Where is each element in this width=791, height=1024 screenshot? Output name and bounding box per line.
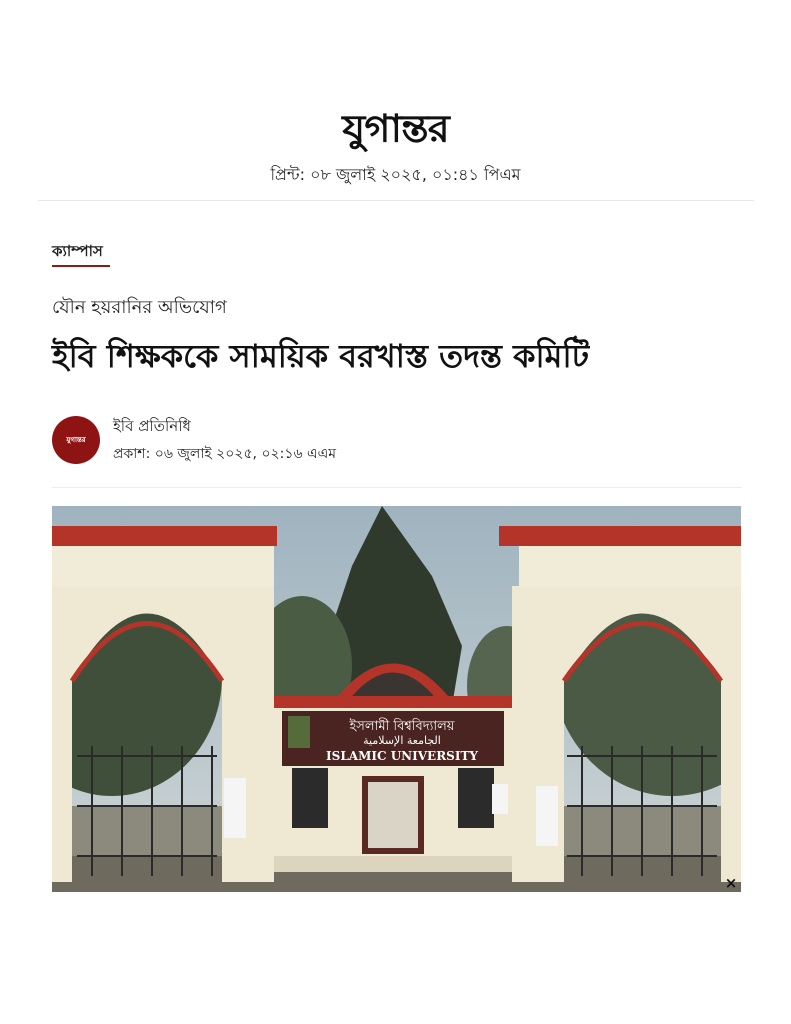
newspaper-logo[interactable]: যুগান্তর [342, 106, 449, 151]
section-underline [52, 265, 110, 267]
author-avatar[interactable] [52, 416, 100, 464]
article-photo [52, 506, 741, 892]
divider [38, 200, 754, 201]
section-tag[interactable]: ক্যাম্পাস [52, 242, 103, 260]
author-name[interactable]: ইবি প্রতিনিধি [113, 417, 191, 435]
article-headline: ইবি শিক্ষককে সাময়িক বরখাস্ত তদন্ত কমিটি [52, 337, 590, 375]
masthead [0, 100, 791, 189]
avatar-logo-text: যুগান্তর [66, 436, 86, 444]
article-kicker: যৌন হয়রানির অভিযোগ [52, 297, 227, 318]
print-date: প্রিন্ট: ০৮ জুলাই ২০২৫, ০১:৪১ পিএম [270, 165, 521, 184]
close-icon[interactable]: × [724, 874, 738, 892]
sign-bangla: ইসলামী বিশ্ববিদ্যালয় [349, 719, 455, 734]
gate-illustration [52, 506, 741, 892]
sign-english: ISLAMIC UNIVERSITY [326, 749, 478, 763]
sign-arabic: الجامعة الإسلامية [363, 734, 441, 747]
divider [52, 487, 742, 488]
publish-date: প্রকাশ: ০৬ জুলাই ২০২৫, ০২:১৬ এএম [113, 446, 337, 462]
